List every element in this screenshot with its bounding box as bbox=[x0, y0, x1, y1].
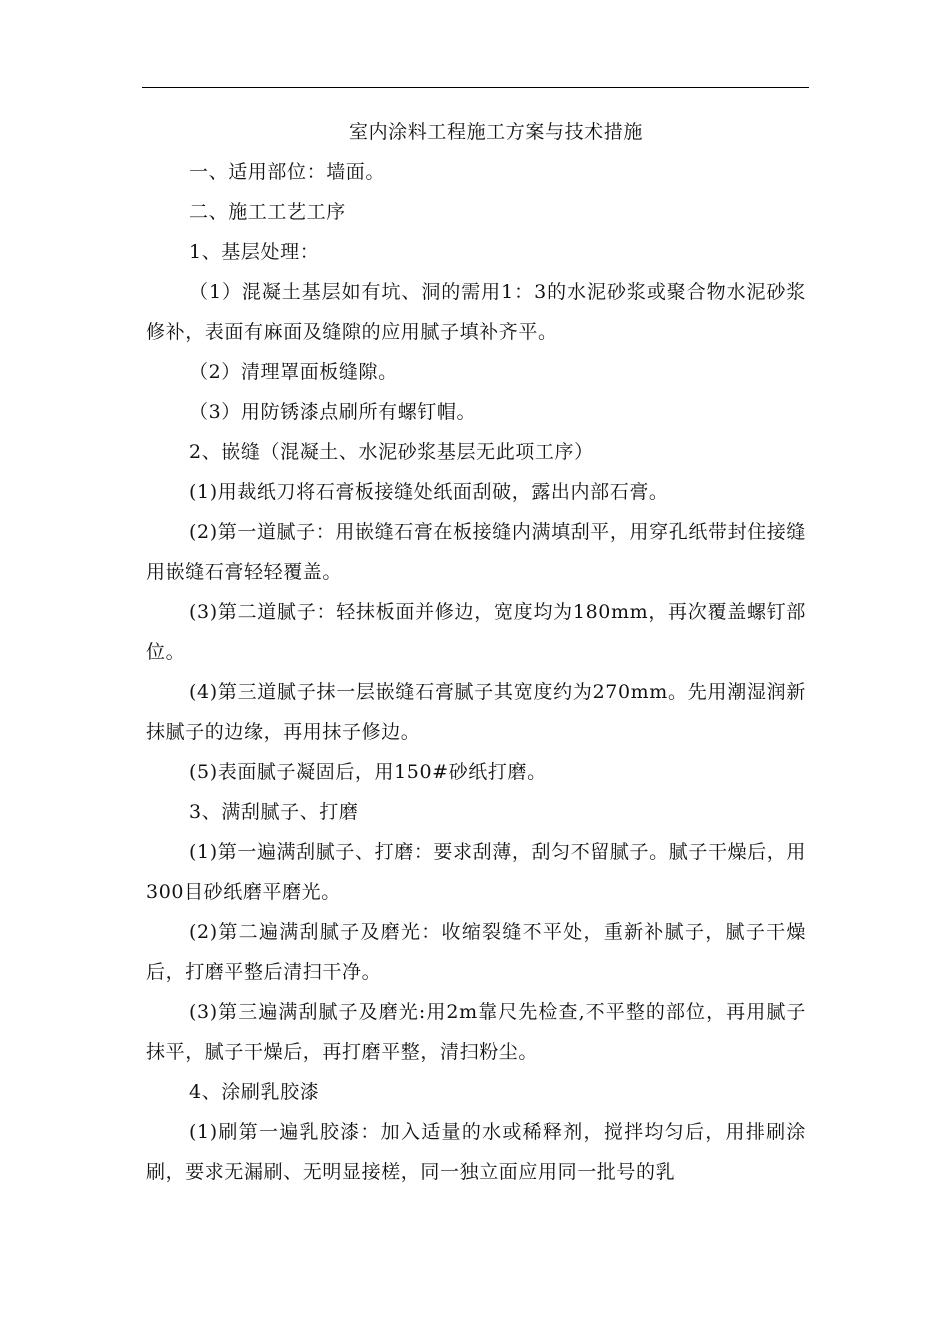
paragraph: （2）清理罩面板缝隙。 bbox=[189, 361, 398, 383]
paragraph: (4)第三道腻子抹一层嵌缝石膏腻子其宽度约为270mm。先用潮湿润新抹腻子的边缘，再用抹子修边。 bbox=[146, 681, 806, 743]
paragraph: (5)表面腻子凝固后，用150#砂纸打磨。 bbox=[189, 761, 547, 783]
paragraph: （1）混凝土基层如有坑、洞的需用1：3的水泥砂浆或聚合物水泥砂浆修补，表面有麻面及缝隙的应用腻子填补齐平。 bbox=[146, 281, 806, 343]
paragraph: (3)第三遍满刮腻子及磨光:用2m靠尺先检查,不平整的部位，再用腻子抹平，腻子干燥后，再打磨平整，清扫粉尘。 bbox=[146, 1001, 806, 1063]
document-page bbox=[146, 112, 806, 1192]
paragraph: (3)第二道腻子：轻抹板面并修边，宽度均为180mm，再次覆盖螺钉部位。 bbox=[146, 601, 806, 663]
header-rule bbox=[142, 87, 809, 88]
subsection-heading: 3、满刮腻子、打磨 bbox=[189, 801, 359, 823]
paragraph: (2)第二遍满刮腻子及磨光：收缩裂缝不平处，重新补腻子，腻子干燥后，打磨平整后清扫干净。 bbox=[146, 921, 806, 983]
section-heading: 一、适用部位：墙面。 bbox=[189, 161, 386, 183]
subsection-heading: 1、基层处理： bbox=[189, 241, 320, 263]
section-heading: 二、施工工艺工序 bbox=[189, 201, 346, 223]
paragraph: (1)第一遍满刮腻子、打磨：要求刮薄，刮匀不留腻子。腻子干燥后，用300目砂纸磨平磨光。 bbox=[146, 841, 806, 903]
subsection-heading: 2、嵌缝（混凝土、水泥砂浆基层无此项工序） bbox=[189, 441, 594, 463]
paragraph: （3）用防锈漆点刷所有螺钉帽。 bbox=[189, 401, 477, 423]
paragraph: (2)第一道腻子：用嵌缝石膏在板接缝内满填刮平，用穿孔纸带封住接缝用嵌缝石膏轻轻覆盖。 bbox=[146, 521, 806, 583]
document-title: 室内涂料工程施工方案与技术措施 bbox=[348, 121, 643, 143]
subsection-heading: 4、涂刷乳胶漆 bbox=[189, 1081, 320, 1103]
paragraph: (1)用裁纸刀将石膏板接缝处纸面刮破，露出内部石膏。 bbox=[189, 481, 669, 503]
paragraph: (1)刷第一遍乳胶漆：加入适量的水或稀释剂，搅拌均匀后，用排刷涂刷，要求无漏刷、无明显接槎，同一独立面应用同一批号的乳 bbox=[146, 1121, 806, 1183]
